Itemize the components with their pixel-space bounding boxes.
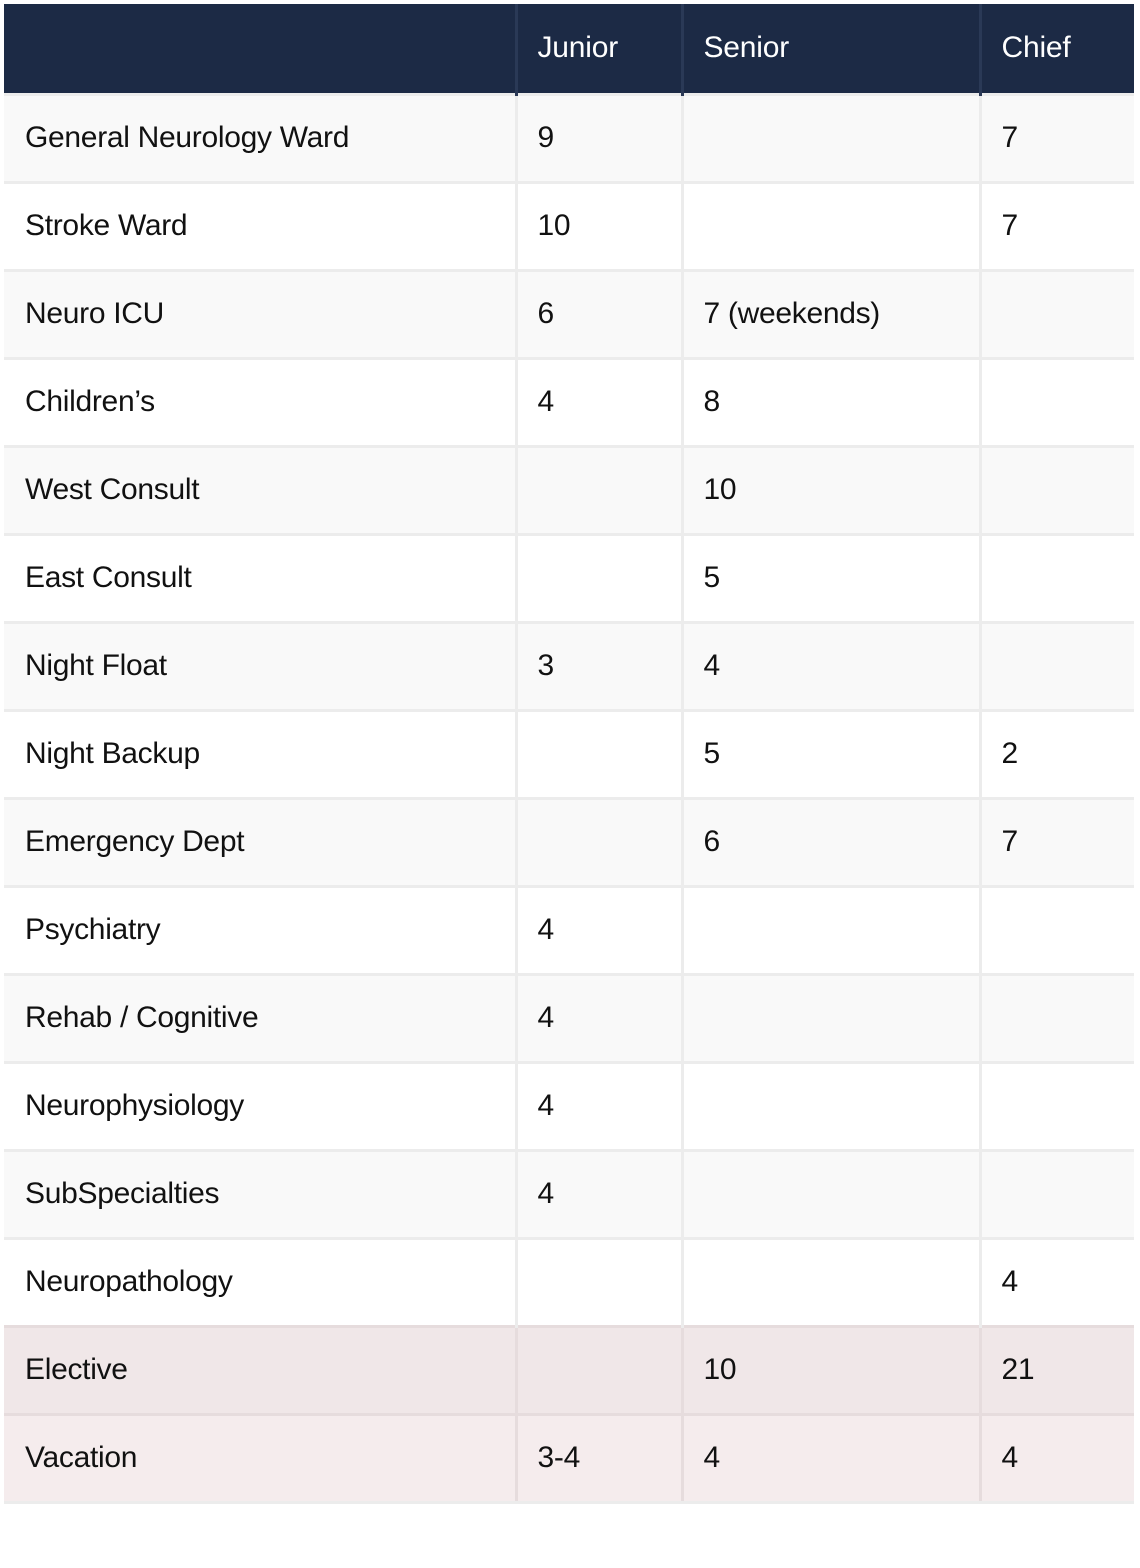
- rotation-cell: Emergency Dept: [4, 798, 516, 886]
- header-chief: Chief: [980, 4, 1134, 94]
- junior-cell: 9: [516, 94, 682, 182]
- senior-cell: [682, 182, 980, 270]
- senior-cell: 8: [682, 358, 980, 446]
- table-row-elective: [4, 1326, 1134, 1414]
- junior-cell: [516, 1326, 682, 1414]
- chief-cell: 7: [980, 798, 1134, 886]
- chief-cell: 2: [980, 710, 1134, 798]
- table-row: [4, 622, 1134, 710]
- table-row: [4, 446, 1134, 534]
- senior-cell: 4: [682, 622, 980, 710]
- senior-cell: [682, 1150, 980, 1238]
- rotation-cell: Vacation: [4, 1414, 516, 1502]
- chief-cell: 7: [980, 94, 1134, 182]
- table-row: [4, 974, 1134, 1062]
- rotation-cell: Night Backup: [4, 710, 516, 798]
- senior-cell: [682, 974, 980, 1062]
- chief-cell: [980, 886, 1134, 974]
- rotation-cell: Elective: [4, 1326, 516, 1414]
- table-row: [4, 534, 1134, 622]
- table-row: [4, 94, 1134, 182]
- table-header: [4, 4, 1134, 94]
- rotation-cell: SubSpecialties: [4, 1150, 516, 1238]
- chief-cell: 4: [980, 1238, 1134, 1326]
- chief-cell: [980, 1150, 1134, 1238]
- senior-cell: [682, 94, 980, 182]
- rotation-cell: Neurophysiology: [4, 1062, 516, 1150]
- header-row: [4, 4, 1134, 94]
- table-row: [4, 182, 1134, 270]
- junior-cell: 4: [516, 974, 682, 1062]
- table-row: [4, 798, 1134, 886]
- junior-cell: 4: [516, 358, 682, 446]
- senior-cell: 10: [682, 1326, 980, 1414]
- chief-cell: 4: [980, 1414, 1134, 1502]
- rotation-cell: Psychiatry: [4, 886, 516, 974]
- rotation-schedule-table: [4, 4, 1134, 1504]
- chief-cell: [980, 270, 1134, 358]
- rotation-schedule-table-container: [4, 4, 1134, 1504]
- junior-cell: 4: [516, 1062, 682, 1150]
- rotation-cell: Neuro ICU: [4, 270, 516, 358]
- table-row-vacation: [4, 1414, 1134, 1502]
- senior-cell: [682, 1238, 980, 1326]
- rotation-cell: Neuropathology: [4, 1238, 516, 1326]
- chief-cell: [980, 974, 1134, 1062]
- chief-cell: 21: [980, 1326, 1134, 1414]
- table-row: [4, 1062, 1134, 1150]
- rotation-cell: Children’s: [4, 358, 516, 446]
- rotation-cell: East Consult: [4, 534, 516, 622]
- header-junior: Junior: [516, 4, 682, 94]
- junior-cell: 6: [516, 270, 682, 358]
- senior-cell: 10: [682, 446, 980, 534]
- rotation-cell: Stroke Ward: [4, 182, 516, 270]
- junior-cell: 4: [516, 886, 682, 974]
- chief-cell: 7: [980, 182, 1134, 270]
- header-rotation: [4, 4, 516, 94]
- junior-cell: [516, 1238, 682, 1326]
- rotation-cell: West Consult: [4, 446, 516, 534]
- junior-cell: 10: [516, 182, 682, 270]
- chief-cell: [980, 534, 1134, 622]
- junior-cell: 3: [516, 622, 682, 710]
- chief-cell: [980, 1062, 1134, 1150]
- rotation-cell: General Neurology Ward: [4, 94, 516, 182]
- rotation-cell: Rehab / Cognitive: [4, 974, 516, 1062]
- header-senior: Senior: [682, 4, 980, 94]
- junior-cell: [516, 798, 682, 886]
- senior-cell: 5: [682, 534, 980, 622]
- table-row: [4, 1150, 1134, 1238]
- table-row: [4, 270, 1134, 358]
- junior-cell: [516, 710, 682, 798]
- chief-cell: [980, 358, 1134, 446]
- junior-cell: 4: [516, 1150, 682, 1238]
- senior-cell: 6: [682, 798, 980, 886]
- senior-cell: [682, 1062, 980, 1150]
- rotation-cell: Night Float: [4, 622, 516, 710]
- junior-cell: [516, 534, 682, 622]
- chief-cell: [980, 622, 1134, 710]
- table-row: [4, 1238, 1134, 1326]
- table-row: [4, 358, 1134, 446]
- junior-cell: [516, 446, 682, 534]
- chief-cell: [980, 446, 1134, 534]
- senior-cell: 5: [682, 710, 980, 798]
- table-row: [4, 886, 1134, 974]
- senior-cell: [682, 886, 980, 974]
- senior-cell: 7 (weekends): [682, 270, 980, 358]
- senior-cell: 4: [682, 1414, 980, 1502]
- table-body: [4, 94, 1134, 1502]
- table-row: [4, 710, 1134, 798]
- junior-cell: 3-4: [516, 1414, 682, 1502]
